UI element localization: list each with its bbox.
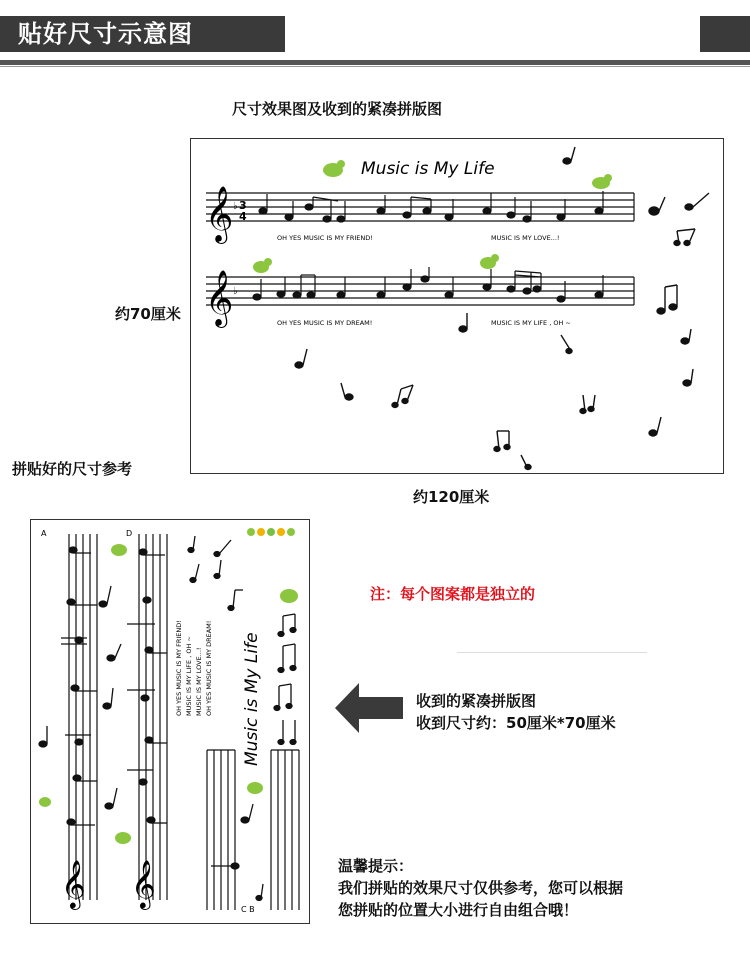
green-bird-icon xyxy=(323,160,345,177)
sheet-lyric-3: MUSIC IS MY LOVE...! xyxy=(195,647,203,716)
svg-text:♭: ♭ xyxy=(233,286,238,297)
lyric-2b: MUSIC IS MY LIFE , OH ~ xyxy=(491,319,571,327)
assembled-artwork xyxy=(191,139,722,472)
received-line1: 收到的紧凑拼版图 xyxy=(416,692,537,710)
vertical-staff-b xyxy=(139,534,167,900)
lyric-2a: OH YES MUSIC IS MY DREAM! xyxy=(277,319,373,327)
top-caption: 尺寸效果图及收到的紧凑拼版图 xyxy=(232,100,443,118)
lyric-1b: MUSIC IS MY LOVE...! xyxy=(491,234,560,242)
green-bird-icon xyxy=(247,782,263,794)
width-label: 约120厘米 xyxy=(413,488,490,506)
left-arrow-icon xyxy=(335,683,405,733)
tips-line1: 我们拼贴的效果尺寸仅供参考，您可以根据 xyxy=(338,879,624,897)
corner-label-d: D xyxy=(126,529,133,538)
sheet-script-title: Music is My Life xyxy=(242,632,262,766)
treble-clef-icon: 𝄞 xyxy=(205,270,234,326)
svg-text:4: 4 xyxy=(239,210,247,223)
treble-clef-icon: 𝄞 xyxy=(205,186,234,242)
received-line2: 收到尺寸约：50厘米*70厘米 xyxy=(416,714,616,732)
green-bird-icon xyxy=(111,544,127,556)
side-label: 拼贴好的尺寸参考 xyxy=(12,460,133,478)
treble-clef-icon: 𝄞 xyxy=(61,859,86,908)
staff-2 xyxy=(206,277,634,305)
green-bird-icon xyxy=(280,589,298,603)
assembled-preview xyxy=(190,138,724,474)
svg-text:♭: ♭ xyxy=(233,201,238,212)
treble-clef-icon: 𝄞 xyxy=(131,859,156,908)
independent-note: 注：每个图案都是独立的 xyxy=(370,585,536,603)
height-label: 约70厘米 xyxy=(115,305,181,323)
green-bird-icon xyxy=(39,797,51,807)
script-title: Music is My Life xyxy=(361,159,495,179)
corner-label-a: A xyxy=(41,529,47,538)
vertical-staff-c xyxy=(207,750,299,910)
header-divider xyxy=(0,60,750,65)
green-bird-icon xyxy=(253,258,272,273)
vertical-staff-a xyxy=(69,534,97,900)
sticker-icons-row xyxy=(247,528,295,536)
sheet-lyric-4: OH YES MUSIC IS MY DREAM! xyxy=(205,620,213,716)
corner-label-cb: C B xyxy=(241,905,255,914)
green-bird-icon xyxy=(592,174,612,189)
lyric-1a: OH YES MUSIC IS MY FRIEND! xyxy=(277,234,373,242)
tips-line2: 您拼贴的位置大小进行自由组合哦！ xyxy=(338,901,579,919)
header-right-block xyxy=(700,16,750,52)
compact-sheet-preview xyxy=(30,519,310,924)
green-bird-icon xyxy=(115,832,131,844)
tips-title: 温馨提示： xyxy=(338,857,414,875)
sheet-lyric-2: MUSIC IS MY LIFE , OH ~ xyxy=(185,636,193,716)
sheet-artwork xyxy=(31,520,308,922)
scattered-notes xyxy=(295,147,709,470)
header-title: 贴好尺寸示意图 xyxy=(18,20,193,48)
svg-text:3: 3 xyxy=(239,199,247,212)
green-bird-icon xyxy=(480,254,499,269)
sheet-lyric-1: OH YES MUSIC IS MY FRIEND! xyxy=(175,620,183,716)
staff-1 xyxy=(206,193,634,221)
header-divider-thin xyxy=(0,66,750,67)
divider-line xyxy=(457,652,647,653)
